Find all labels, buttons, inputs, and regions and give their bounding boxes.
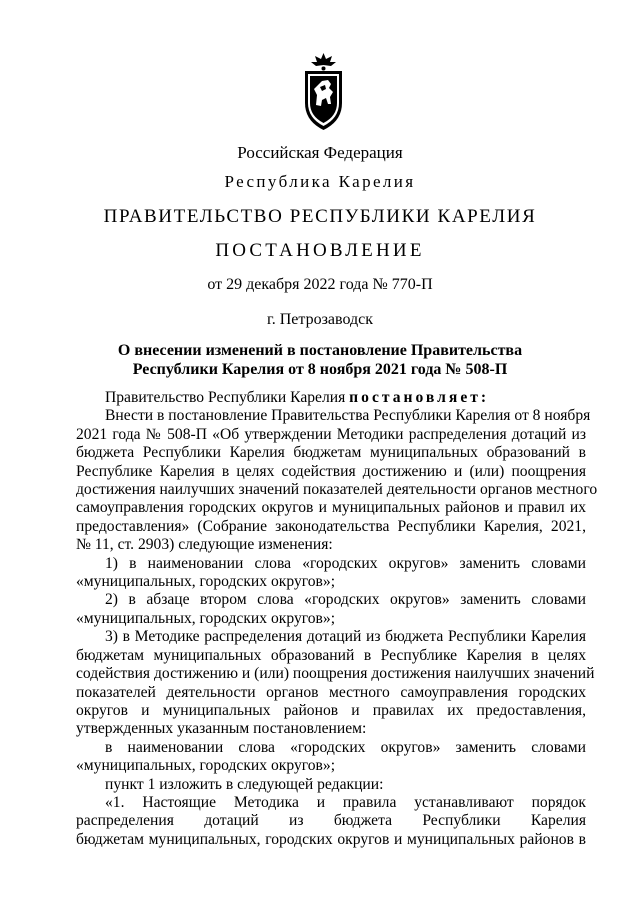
document-type: ПОСТАНОВЛЕНИЕ (215, 240, 425, 261)
country-name: Российская Федерация (237, 143, 403, 162)
body-line (76, 389, 586, 407)
date-number: от 29 декабря 2022 года № 770-П (207, 276, 433, 293)
body-line: в наименовании слова «городских округов» заменить словами (105, 738, 586, 756)
body-line: 2021 года № 508-П «Об утверждении Методики распределения дотаций из (76, 425, 586, 443)
body-line: распределения дотаций из бюджета Республики Карелия (76, 812, 586, 830)
body-line: пункт 1 изложить в следующей редакции: (105, 775, 384, 793)
body-line: бюджетам муниципальных образований в Республике Карелия в целях (76, 646, 586, 664)
subject-line: Республики Карелия от 8 ноября 2021 года № 508-П (132, 361, 508, 378)
body-line: самоуправления городских округов и муниципальных районов и правил их (76, 499, 586, 517)
body-line: «1. Настоящие Методика и правила устанавливают порядок (105, 793, 586, 811)
body-line: «муниципальных, городских округов»; (76, 757, 336, 775)
body-line: предоставления» (Собрание законодательства Республики Карелия, 2021, (76, 517, 586, 535)
body-line: 2) в абзаце втором слова «городских округов» заменить словами (105, 591, 586, 609)
body-line: Республике Карелия в целях содействия достижению и (или) поощрения (76, 462, 586, 480)
government-title: ПРАВИТЕЛЬСТВО РЕСПУБЛИКИ КАРЕЛИЯ (103, 206, 537, 227)
body-line: «муниципальных, городских округов»; (76, 573, 336, 591)
city: г. Петрозаводск (266, 311, 374, 328)
body-line: бюджетам муниципальных, городских округов и муниципальных районов в (76, 830, 586, 848)
body-line: содействия достижению и (или) поощрения достижения наилучших значений (76, 665, 595, 683)
body-line: «муниципальных, городских округов»; (76, 609, 336, 627)
coat-of-arms-icon (295, 51, 352, 132)
body-line: показателей деятельности органов местного самоуправления городских (76, 683, 586, 701)
subject-line: О внесении изменений в постановление Правительства (117, 342, 523, 359)
body-line: достижения наилучших значений показателей деятельности органов местного (76, 481, 598, 499)
body-text: Правительство Республики Карелия (105, 389, 350, 406)
document-body (76, 389, 598, 849)
body-line: бюджета Республики Карелия бюджетам муниципальных образований в (76, 444, 586, 462)
resolution-verb: постановляет: (349, 389, 490, 406)
body-line: 1) в наименовании слова «городских округов» заменить словами (105, 554, 586, 572)
document-subject (0, 341, 640, 379)
body-line: Внести в постановление Правительства Республики Карелия от 8 ноября (105, 407, 591, 425)
republic-name: Республика Карелия (224, 172, 416, 191)
body-line: № 11, ст. 2903) следующие изменения: (76, 536, 333, 554)
body-line: утвержденных указанным постановлением: (76, 720, 367, 738)
body-line: 3) в Методике распределения дотаций из бюджета Республики Карелия (105, 628, 586, 646)
body-line: округов и муниципальных районов и правилах их предоставления, (76, 701, 586, 719)
